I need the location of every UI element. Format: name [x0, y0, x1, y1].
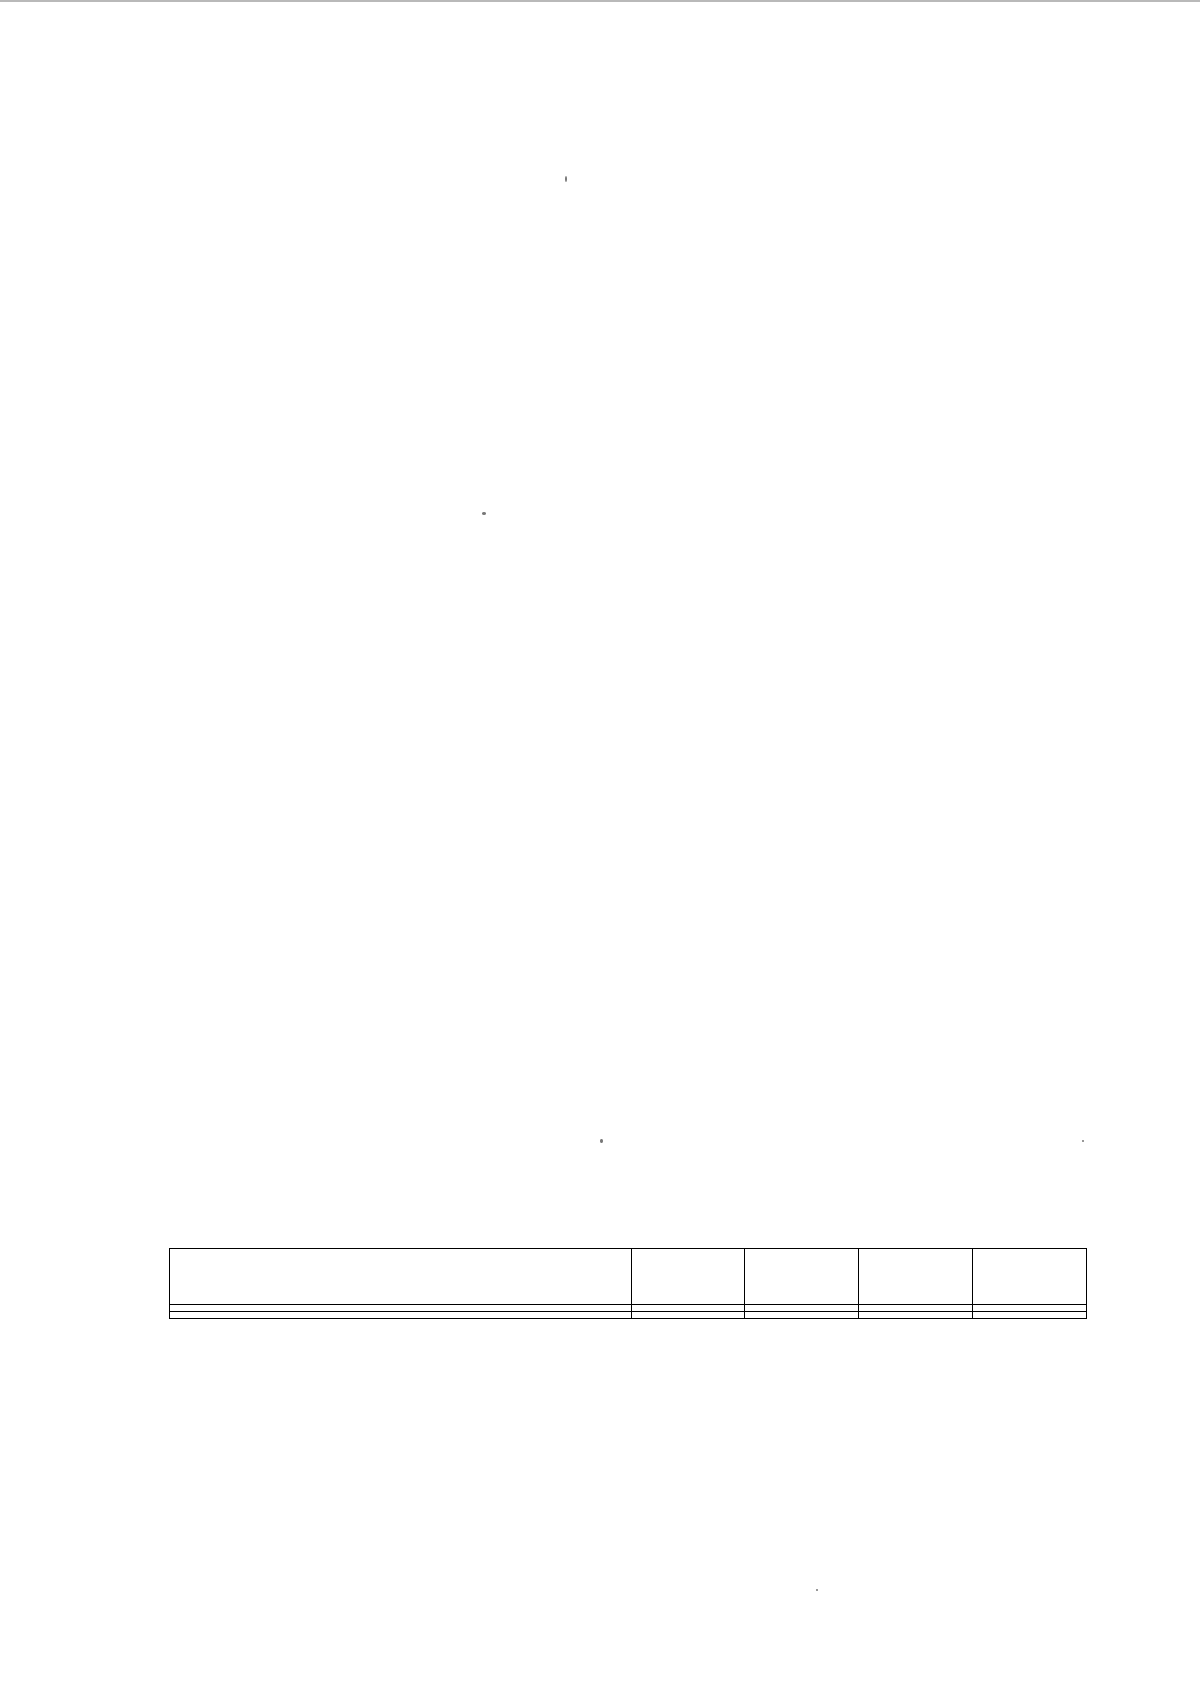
value-cell-2025 [859, 1312, 973, 1319]
value-cell-2026 [973, 1305, 1087, 1312]
header-cell-year-2024 [745, 1249, 859, 1305]
value-cell-2026 [973, 1312, 1087, 1319]
population-forecast-table [169, 1248, 1087, 1319]
scan-speck [565, 176, 567, 182]
scan-speck [482, 512, 486, 515]
scan-speck [1082, 1140, 1084, 1142]
value-cell-2025 [859, 1305, 973, 1312]
header-cell-year-2026 [973, 1249, 1087, 1305]
header-cell-unit [632, 1249, 745, 1305]
row-label-cell [170, 1312, 632, 1319]
value-cell-2024 [745, 1305, 859, 1312]
scan-top-edge [0, 0, 1200, 2]
table-row [170, 1312, 1087, 1319]
header-cell-year-2025 [859, 1249, 973, 1305]
row-label-cell [170, 1305, 632, 1312]
unit-cell [632, 1312, 745, 1319]
scan-speck [600, 1139, 603, 1143]
unit-cell [632, 1305, 745, 1312]
table-row [170, 1305, 1087, 1312]
scan-speck [816, 1589, 818, 1591]
header-cell-label [170, 1249, 632, 1305]
table-header-row [170, 1249, 1087, 1305]
value-cell-2024 [745, 1312, 859, 1319]
